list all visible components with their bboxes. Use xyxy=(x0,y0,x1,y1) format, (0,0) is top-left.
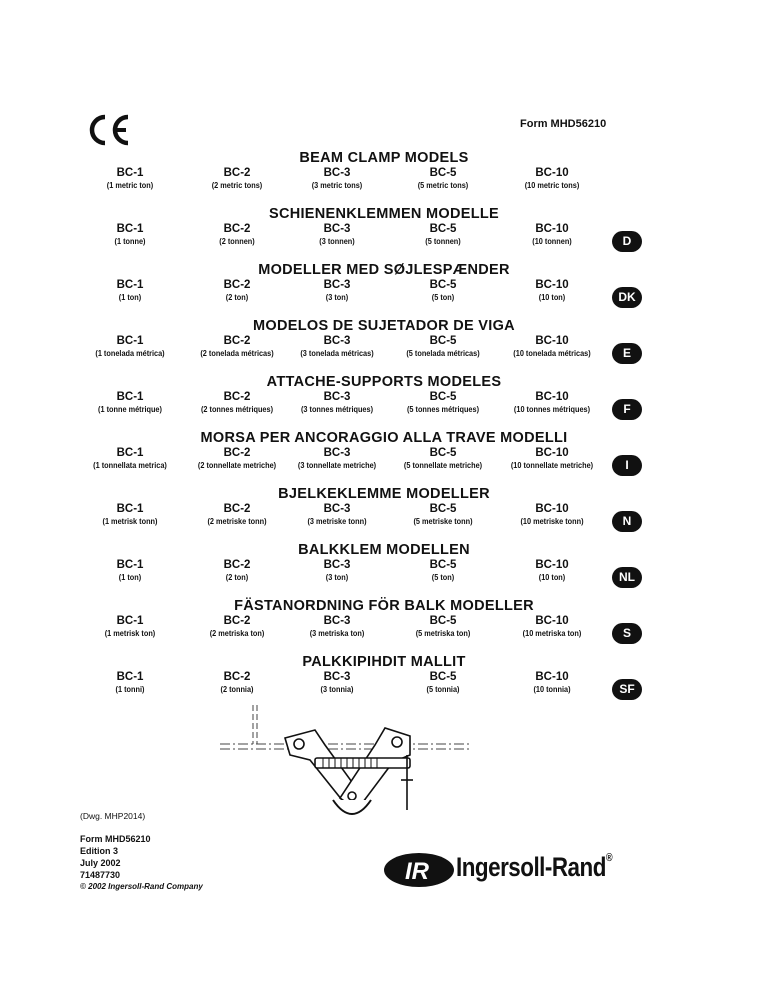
model-capacity: (5 tonelada métricas) xyxy=(406,348,480,358)
model-capacity: (3 tonnellate metriche) xyxy=(297,460,377,470)
model-name: BC-1 xyxy=(116,223,144,235)
model-capacity: (3 tonnia) xyxy=(320,684,354,694)
model-name: BC-10 xyxy=(535,559,569,571)
model-name: BC-3 xyxy=(323,391,351,403)
model-section xyxy=(0,654,768,706)
model-name: BC-5 xyxy=(429,503,457,515)
model-capacity: (3 tonelada métricas) xyxy=(300,348,374,358)
model-capacity: (5 metriske tonn) xyxy=(413,516,473,526)
section-title: ATTACHE-SUPPORTS MODELES xyxy=(266,374,502,390)
model-name: BC-2 xyxy=(223,559,251,571)
model-capacity: (3 tonnen) xyxy=(319,236,355,246)
model-capacity: (2 tonnellate metriche) xyxy=(197,460,277,470)
model-name: BC-5 xyxy=(429,167,457,179)
model-name: BC-3 xyxy=(323,615,351,627)
model-section xyxy=(0,374,768,426)
model-section xyxy=(0,598,768,650)
model-capacity: (1 tonelada métrica) xyxy=(95,348,165,358)
model-name: BC-1 xyxy=(116,167,144,179)
model-section xyxy=(0,150,768,202)
model-name: BC-1 xyxy=(116,671,144,683)
ce-mark-logo xyxy=(86,114,132,146)
model-capacity: (3 ton) xyxy=(325,292,349,302)
model-capacity: (1 tonne) xyxy=(114,236,146,246)
language-badge: DK xyxy=(612,287,642,308)
model-name: BC-1 xyxy=(116,447,144,459)
model-name: BC-1 xyxy=(116,335,144,347)
language-badge: NL xyxy=(612,567,642,588)
model-capacity: (5 tonnes métriques) xyxy=(406,404,480,414)
model-entry xyxy=(487,615,617,638)
model-name: BC-10 xyxy=(535,335,569,347)
model-name: BC-10 xyxy=(535,615,569,627)
model-capacity: (5 ton) xyxy=(431,292,455,302)
model-name: BC-10 xyxy=(535,447,569,459)
model-name: BC-3 xyxy=(323,279,351,291)
model-entry xyxy=(487,279,617,302)
model-capacity: (2 ton) xyxy=(225,572,249,582)
model-name: BC-2 xyxy=(223,447,251,459)
model-capacity: (5 ton) xyxy=(431,572,455,582)
ir-logo-icon xyxy=(382,852,456,888)
model-capacity: (2 ton) xyxy=(225,292,249,302)
model-capacity: (1 tonnellata metrica) xyxy=(93,460,167,470)
model-name: BC-3 xyxy=(323,223,351,235)
language-badge: I xyxy=(612,455,642,476)
model-capacity: (2 metriske tonn) xyxy=(207,516,267,526)
model-name: BC-1 xyxy=(116,615,144,627)
model-name: BC-3 xyxy=(323,447,351,459)
model-name: BC-10 xyxy=(535,391,569,403)
model-section xyxy=(0,318,768,370)
edition: Edition 3 xyxy=(80,846,118,856)
model-capacity: (1 tonne métrique) xyxy=(98,404,162,414)
section-title: BALKKLEM MODELLEN xyxy=(298,542,470,558)
language-badge: S xyxy=(612,623,642,644)
beam-clamp-drawing xyxy=(215,700,475,830)
model-name: BC-1 xyxy=(116,279,144,291)
model-entry xyxy=(487,559,617,582)
model-capacity: (1 tonni) xyxy=(115,684,145,694)
model-name: BC-3 xyxy=(323,671,351,683)
model-capacity: (10 metric tons) xyxy=(524,180,580,190)
section-title: BJELKEKLEMME MODELLER xyxy=(278,486,490,502)
model-name: BC-2 xyxy=(223,335,251,347)
model-section xyxy=(0,206,768,258)
language-badge: F xyxy=(612,399,642,420)
model-entry xyxy=(487,447,617,470)
model-section xyxy=(0,430,768,482)
ir-logo-text: IR xyxy=(405,858,429,885)
model-name: BC-3 xyxy=(323,167,351,179)
drawing-reference: (Dwg. MHP2014) xyxy=(80,811,146,821)
model-capacity: (3 metric tons) xyxy=(311,180,363,190)
model-name: BC-10 xyxy=(535,167,569,179)
part-number: 71487730 xyxy=(80,870,121,880)
model-name: BC-10 xyxy=(535,671,569,683)
model-entry xyxy=(487,391,617,414)
model-name: BC-5 xyxy=(429,279,457,291)
model-section xyxy=(0,262,768,314)
model-name: BC-2 xyxy=(223,671,251,683)
section-title: PALKKIPIHDIT MALLIT xyxy=(302,654,466,670)
model-name: BC-2 xyxy=(223,167,251,179)
model-name: BC-2 xyxy=(223,391,251,403)
language-badge: SF xyxy=(612,679,642,700)
model-section xyxy=(0,486,768,538)
footer-form-number: Form MHD56210 xyxy=(80,834,151,844)
model-name: BC-5 xyxy=(429,335,457,347)
model-name: BC-1 xyxy=(116,559,144,571)
model-entry xyxy=(487,223,617,246)
model-capacity: (5 tonnellate metriche) xyxy=(403,460,483,470)
model-capacity: (3 metriske tonn) xyxy=(307,516,367,526)
copyright: © 2002 Ingersoll-Rand Company xyxy=(80,882,203,891)
section-title: MODELLER MED SØJLESPÆNDER xyxy=(258,262,510,278)
model-entry xyxy=(487,671,617,694)
model-capacity: (2 tonelada métricas) xyxy=(200,348,274,358)
model-capacity: (5 metriska ton) xyxy=(415,628,471,638)
model-capacity: (2 tonnes métriques) xyxy=(200,404,274,414)
model-capacity: (1 metrisk ton) xyxy=(104,628,156,638)
model-capacity: (10 ton) xyxy=(538,292,566,302)
section-title: BEAM CLAMP MODELS xyxy=(299,150,469,166)
registered-mark: ® xyxy=(605,852,613,864)
model-capacity: (10 tonnia) xyxy=(533,684,571,694)
model-name: BC-5 xyxy=(429,615,457,627)
model-name: BC-5 xyxy=(429,671,457,683)
form-number: Form MHD56210 xyxy=(520,118,607,130)
model-name: BC-3 xyxy=(323,335,351,347)
model-name: BC-10 xyxy=(535,279,569,291)
model-capacity: (10 tonnen) xyxy=(532,236,572,246)
model-name: BC-1 xyxy=(116,503,144,515)
model-name: BC-10 xyxy=(535,223,569,235)
model-capacity: (3 ton) xyxy=(325,572,349,582)
model-name: BC-2 xyxy=(223,615,251,627)
language-badge: N xyxy=(612,511,642,532)
model-section xyxy=(0,542,768,594)
model-capacity: (3 tonnes métriques) xyxy=(300,404,374,414)
model-capacity: (2 tonnia) xyxy=(220,684,254,694)
model-name: BC-2 xyxy=(223,223,251,235)
model-name: BC-1 xyxy=(116,391,144,403)
model-name: BC-5 xyxy=(429,447,457,459)
model-name: BC-10 xyxy=(535,503,569,515)
model-name: BC-2 xyxy=(223,503,251,515)
publication-info xyxy=(80,833,203,893)
language-badge: E xyxy=(612,343,642,364)
section-title: MODELOS DE SUJETADOR DE VIGA xyxy=(253,318,515,334)
model-capacity: (1 ton) xyxy=(118,292,142,302)
model-name: BC-5 xyxy=(429,559,457,571)
section-title: SCHIENENKLEMMEN MODELLE xyxy=(268,206,500,222)
brand-name xyxy=(456,852,612,883)
model-name: BC-5 xyxy=(429,391,457,403)
model-capacity: (3 metriska ton) xyxy=(309,628,365,638)
model-name: BC-3 xyxy=(323,559,351,571)
model-capacity: (5 tonnia) xyxy=(426,684,460,694)
model-capacity: (2 tonnen) xyxy=(219,236,255,246)
section-title: MORSA PER ANCORAGGIO ALLA TRAVE MODELLI xyxy=(200,430,568,446)
model-entry xyxy=(487,503,617,526)
model-capacity: (5 tonnen) xyxy=(425,236,461,246)
model-name: BC-2 xyxy=(223,279,251,291)
model-capacity: (2 metriska ton) xyxy=(209,628,265,638)
model-capacity: (10 metriska ton) xyxy=(522,628,582,638)
language-badge: D xyxy=(612,231,642,252)
model-name: BC-5 xyxy=(429,223,457,235)
brand-name-text: Ingersoll-Rand xyxy=(456,852,606,882)
model-entry xyxy=(487,167,617,190)
model-capacity: (1 ton) xyxy=(118,572,142,582)
model-entry xyxy=(487,335,617,358)
publication-date: July 2002 xyxy=(80,858,121,868)
model-capacity: (1 metric ton) xyxy=(106,180,154,190)
model-capacity: (10 metriske tonn) xyxy=(520,516,584,526)
section-title: FÄSTANORDNING FÖR BALK MODELLER xyxy=(234,598,534,614)
model-capacity: (5 metric tons) xyxy=(417,180,469,190)
model-capacity: (2 metric tons) xyxy=(211,180,263,190)
model-capacity: (10 ton) xyxy=(538,572,566,582)
model-capacity: (1 metrisk tonn) xyxy=(102,516,158,526)
model-capacity: (10 tonelada métricas) xyxy=(513,348,591,358)
model-capacity: (10 tonnellate metriche) xyxy=(510,460,594,470)
model-name: BC-3 xyxy=(323,503,351,515)
model-capacity: (10 tonnes métriques) xyxy=(513,404,591,414)
